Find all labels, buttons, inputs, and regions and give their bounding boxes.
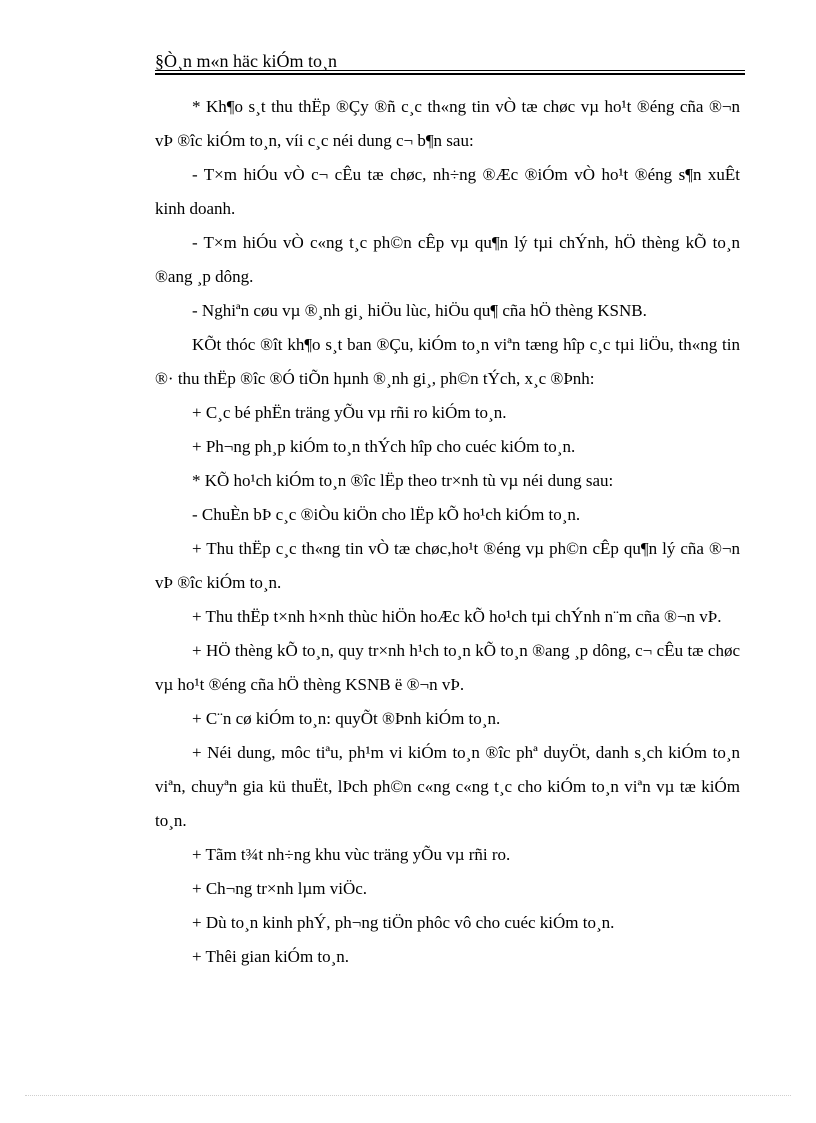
paragraph: * KÕ ho¹ch kiÓm to¸n ®îc lËp theo tr×nh tù vµ néi dung sau: xyxy=(192,471,614,490)
paragraph: - T×m hiÓu vÒ c¬ cÊu tæ chøc, nh÷ng ®Æc ®iÓm vÒ ho¹t ®éng s¶n xuÊt kinh doanh. xyxy=(155,165,740,218)
header-rule-thin xyxy=(155,70,745,71)
paragraph: + Ph¬ng ph¸p kiÓm to¸n thÝch hîp cho cuéc kiÓm to¸n. xyxy=(192,437,576,456)
paragraph: + Dù to¸n kinh phÝ, ph¬ng tiÖn phôc vô cho cuéc kiÓm to¸n. xyxy=(192,913,615,932)
page-bottom-divider xyxy=(25,1095,791,1096)
paragraph: + Thu thËp c¸c th«ng tin vÒ tæ chøc,ho¹t ®éng vµ ph©n cÊp qu¶n lý cña ®¬n vÞ ®îc kiÓm to¸n. xyxy=(155,539,740,592)
document-title: §Ò¸n m«n häc kiÓm to¸n xyxy=(155,51,337,71)
paragraph: + Ch¬ng tr×nh lµm viÖc. xyxy=(192,879,368,898)
header-rule-thick xyxy=(155,73,745,75)
paragraph: + HÖ thèng kÕ to¸n, quy tr×nh h¹ch to¸n kÕ to¸n ®ang ¸p dông, c¬ cÊu tæ chøc vµ ho¹t ®éng cña hÖ thèng KSNB ë ®¬n vÞ. xyxy=(155,641,740,694)
paragraph: - T×m hiÓu vÒ c«ng t¸c ph©n cÊp vµ qu¶n lý tµi chÝnh, hÖ thèng kÕ to¸n ®ang ¸p dông. xyxy=(155,233,740,286)
paragraph: + Tãm t¾t nh÷ng khu vùc träng yÕu vµ rñi ro. xyxy=(192,845,511,864)
paragraph: + Néi dung, môc tiªu, ph¹m vi kiÓm to¸n ®îc phª duyÖt, danh s¸ch kiÓm to¸n viªn, chuyªn gia kü thuËt, lÞch ph©n c«ng c«ng t¸c cho kiÓm to¸n viªn vµ tæ kiÓm to¸n. xyxy=(155,743,740,830)
paragraph: + Thu thËp t×nh h×nh thùc hiÖn hoÆc kÕ ho¹ch tµi chÝnh n¨m cña ®¬n vÞ. xyxy=(192,607,722,626)
paragraph: + Thêi gian kiÓm to¸n. xyxy=(192,947,350,966)
paragraph: + C¸c bé phËn träng yÕu vµ rñi ro kiÓm to¸n. xyxy=(192,403,507,422)
paragraph: * Kh¶o s¸t thu thËp ®Çy ®ñ c¸c th«ng tin vÒ tæ chøc vµ ho¹t ®éng cña ®¬n vÞ ®îc kiÓm to¸n, víi c¸c néi dung c¬ b¶n sau: xyxy=(155,97,740,150)
paragraph: - ChuÈn bÞ c¸c ®iÒu kiÖn cho lËp kÕ ho¹ch kiÓm to¸n. xyxy=(192,505,581,524)
paragraph: KÕt thóc ®ît kh¶o s¸t ban ®Çu, kiÓm to¸n viªn tæng hîp c¸c tµi liÖu, th«ng tin ®· thu thËp ®îc ®Ó tiÕn hµnh ®¸nh gi¸, ph©n tÝch, x¸c ®Þnh: xyxy=(155,335,740,388)
document-body xyxy=(155,90,740,974)
paragraph: - Nghiªn cøu vµ ®¸nh gi¸ hiÖu lùc, hiÖu qu¶ cña hÖ thèng KSNB. xyxy=(192,301,647,320)
paragraph: + C¨n cø kiÓm to¸n: quyÕt ®Þnh kiÓm to¸n. xyxy=(192,709,501,728)
